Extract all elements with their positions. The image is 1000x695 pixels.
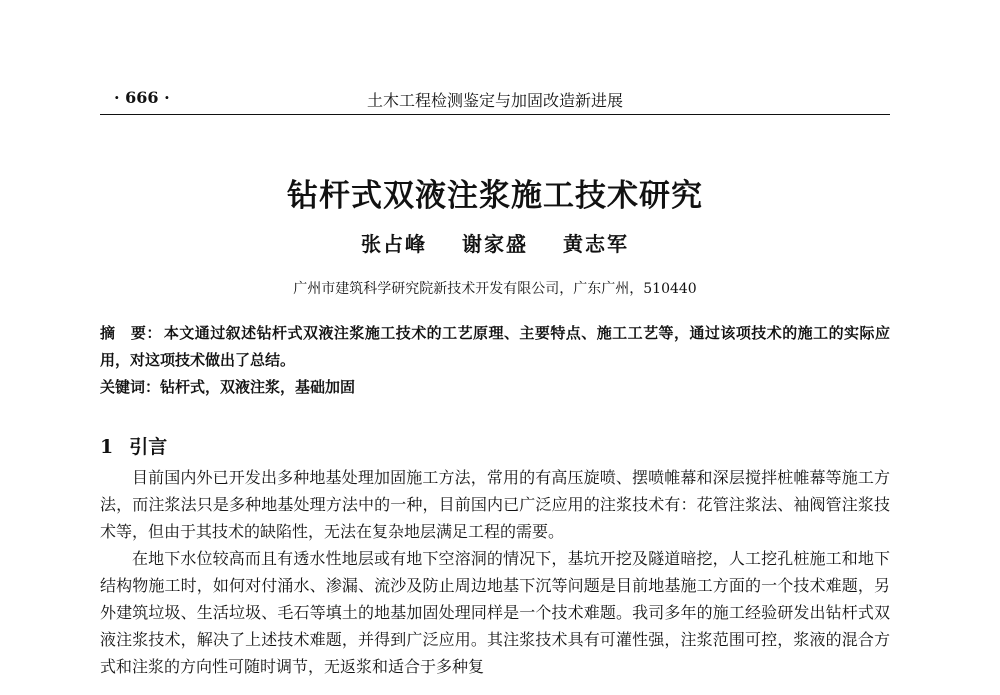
page-number: · 666 · <box>114 88 170 107</box>
running-header <box>100 86 890 115</box>
section-title: 引言 <box>129 436 168 458</box>
section-heading <box>100 432 167 459</box>
keywords-label: 关键词： <box>100 378 161 396</box>
author: 黄志军 <box>562 232 629 256</box>
journal-title: 土木工程检测鉴定与加固改造新进展 <box>366 91 623 110</box>
abstract-label: 摘 要： <box>100 324 162 342</box>
author-list <box>100 228 890 257</box>
affiliation: 广州市建筑科学研究院新技术开发有限公司，广东广州，510440 <box>293 281 697 297</box>
keywords <box>100 374 890 401</box>
abstract <box>100 320 890 374</box>
author: 张占峰 <box>361 232 428 256</box>
paper-title: 钻杆式双液注浆施工技术研究 <box>287 178 703 214</box>
paragraph: 在地下水位较高而且有透水性地层或有地下空溶洞的情况下，基坑开挖及隧道暗挖，人工挖孔桩施工和地下结构物施工时，如何对付涌水、渗漏、流沙及防止周边地基下沉等问题是目前地基施工方面的一个技术难题，另外建筑垃圾、生活垃圾、毛石等填土的地基加固处理同样是一个技术难题。我司多年的施工经验研发出钻杆式双液注浆技术，解决了上述技术难题，并得到广泛应用。其注浆技术具有可灌性强，注浆范围可控，浆液的混合方式和注浆的方向性可随时调节，无返浆和适合于多种复 <box>100 549 890 676</box>
paragraph: 目前国内外已开发出多种地基处理加固施工方法，常用的有高压旋喷、摆喷帷幕和深层搅拌桩帷幕等施工方法，而注浆法只是多种地基处理方法中的一种，目前国内已广泛应用的注浆技术有：花管注浆法、袖阀管注浆技术等，但由于其技术的缺陷性，无法在复杂地层满足工程的需要。 <box>100 468 890 541</box>
body-text <box>100 464 890 680</box>
abstract-text: 本文通过叙述钻杆式双液注浆施工技术的工艺原理、主要特点、施工工艺等，通过该项技术的施工的实际应用，对这项技术做出了总结。 <box>100 324 890 369</box>
author: 谢家盛 <box>462 232 528 256</box>
section-number: 1 <box>100 436 114 458</box>
keywords-text: 钻杆式，双液注浆，基础加固 <box>160 378 356 396</box>
